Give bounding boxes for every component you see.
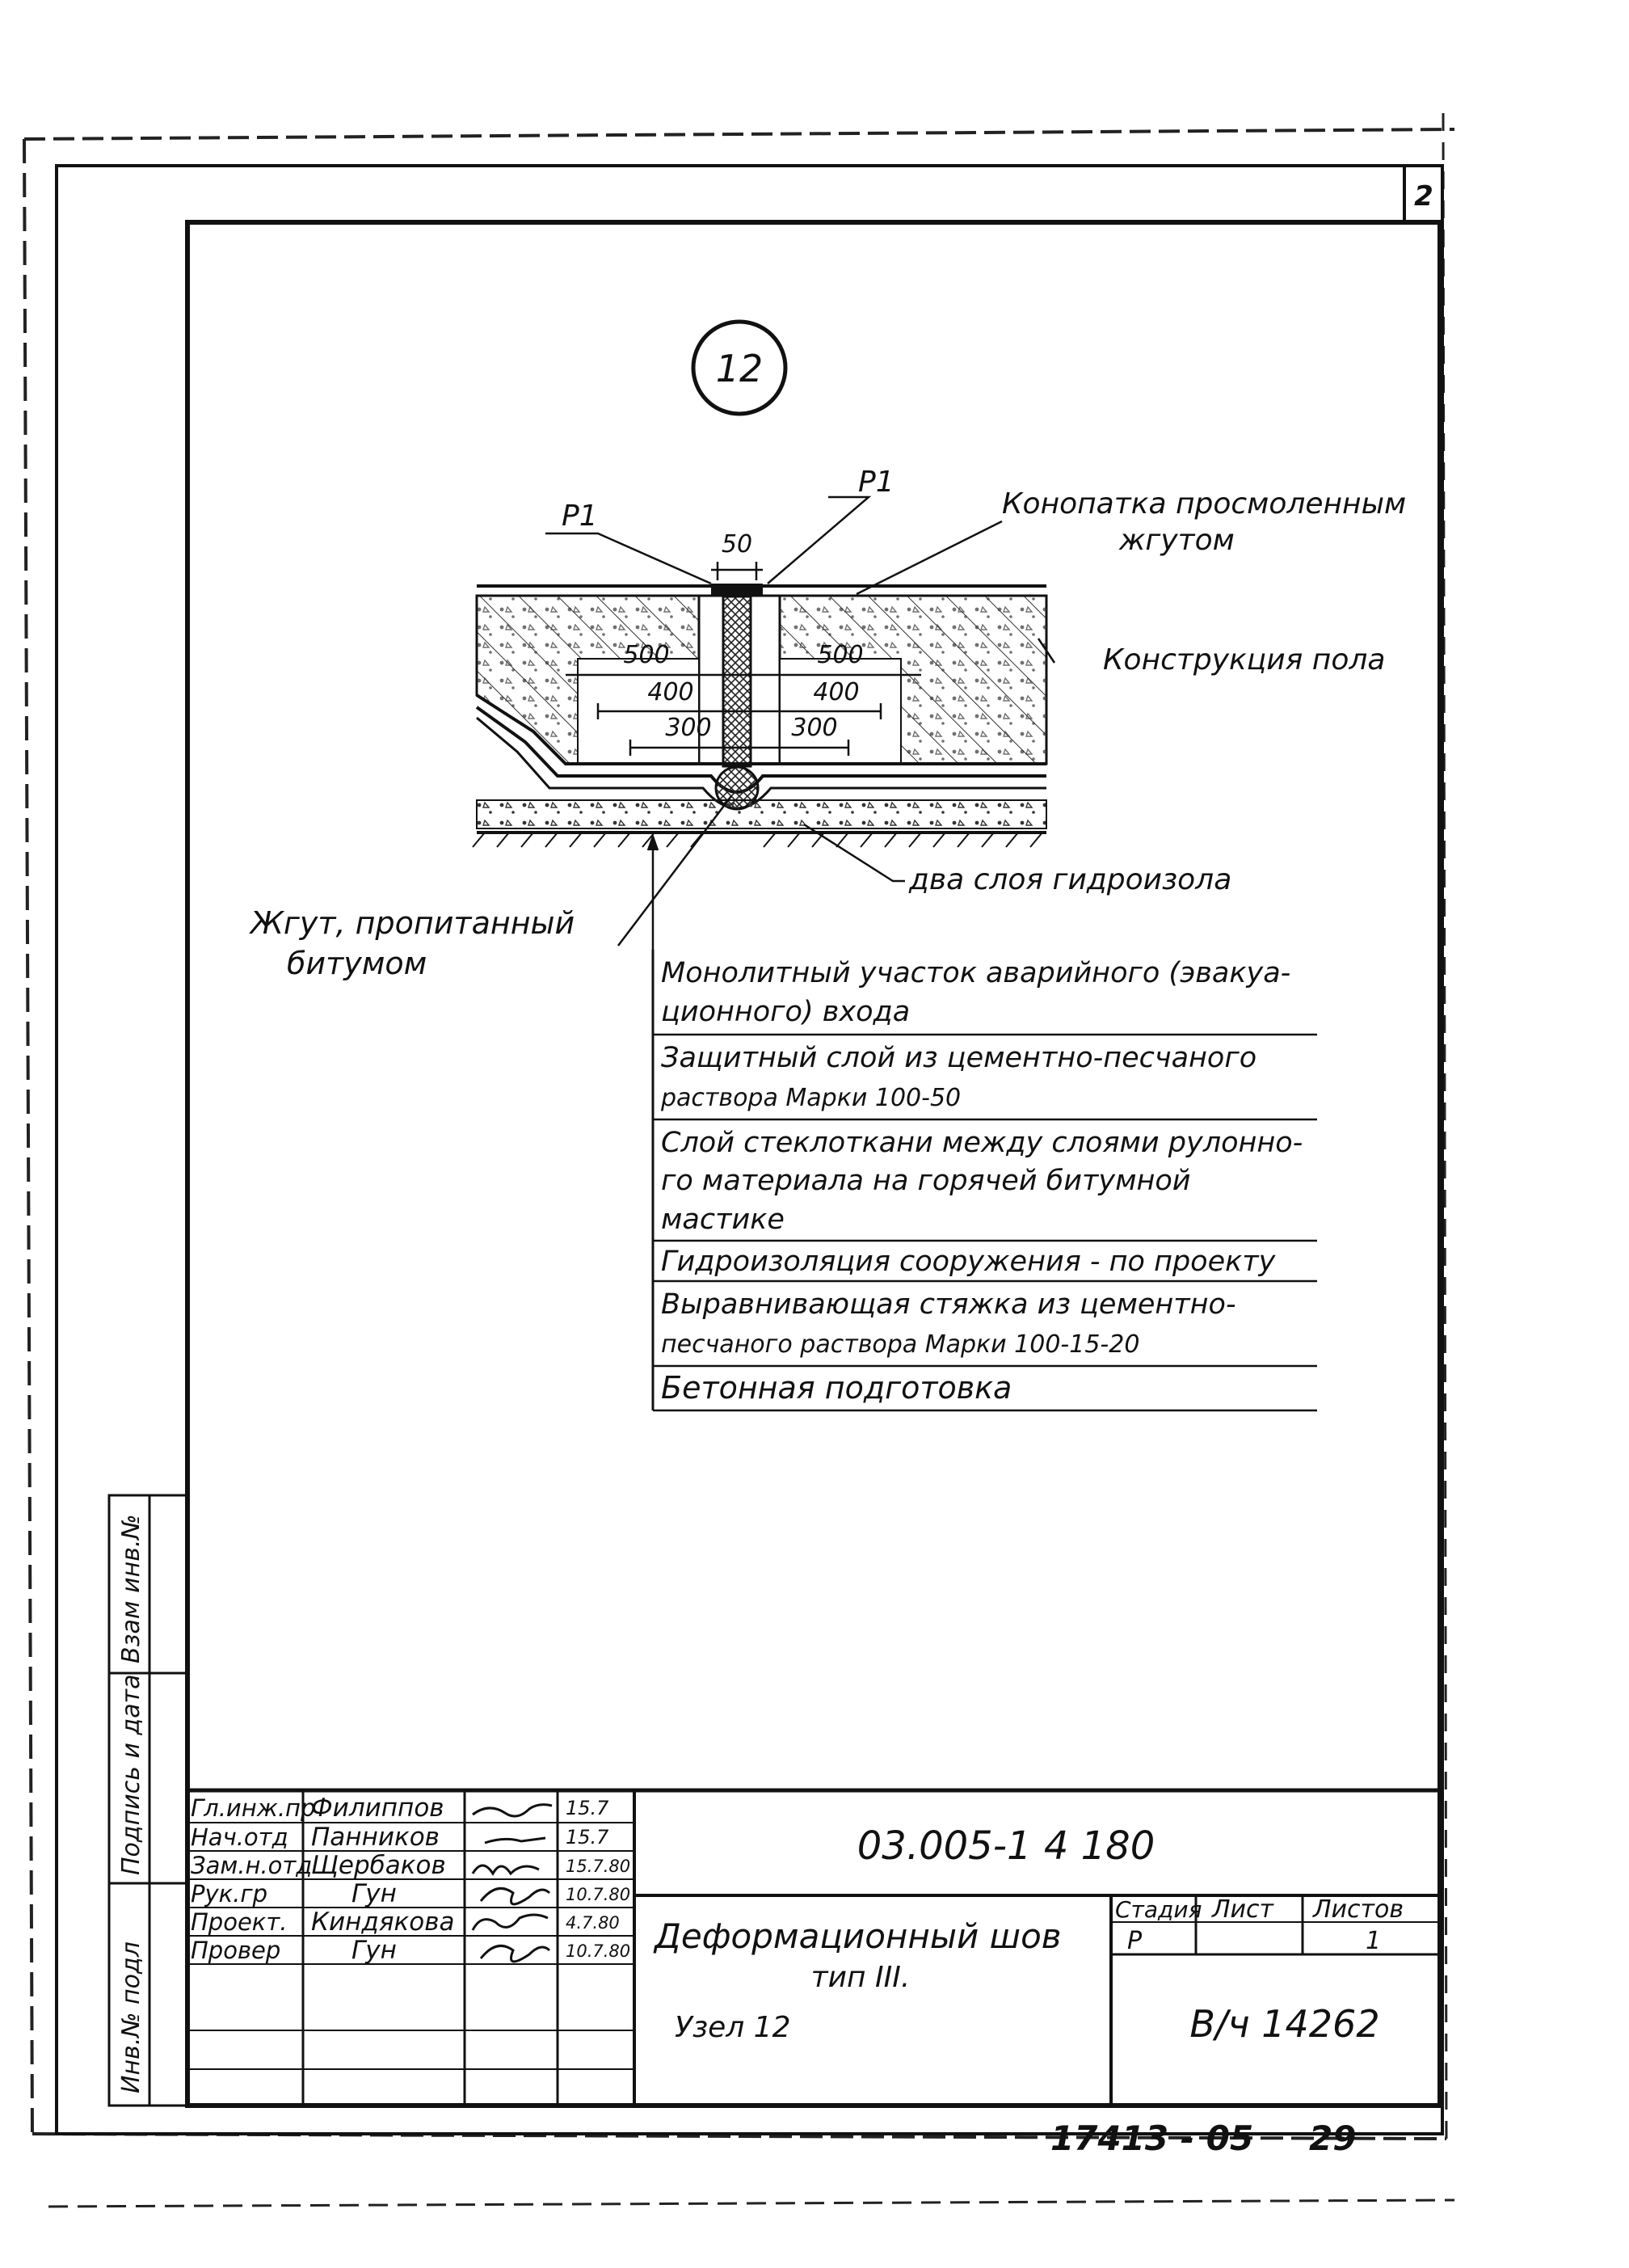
date-1: 15.7 bbox=[566, 1797, 609, 1819]
label-two-layer-waterproof: два слоя гидроизола bbox=[909, 863, 1232, 896]
label-p1-right: Р1 bbox=[858, 466, 894, 499]
drawing-title-1: Деформационный шов bbox=[655, 1916, 1062, 1956]
date-5: 4.7.80 bbox=[566, 1913, 620, 1933]
layer-2-line-2: раствора Марки 100-50 bbox=[661, 1084, 962, 1112]
label-floor-construction: Конструкция пола bbox=[1103, 643, 1386, 677]
label-caulking-1: Конопатка просмоленным bbox=[1002, 487, 1407, 521]
dim-300-left: 300 bbox=[665, 714, 712, 742]
role-1: Гл.инж.пр bbox=[191, 1794, 316, 1822]
side-stamp bbox=[109, 1495, 187, 2106]
dim-400-right: 400 bbox=[813, 678, 860, 706]
layer-5-line-1: Выравнивающая стяжка из цементно- bbox=[661, 1288, 1236, 1321]
name-3: Щербаков bbox=[311, 1851, 446, 1880]
layer-2-line-1: Защитный слой из цементно-песчаного bbox=[661, 1042, 1257, 1074]
sheet-header: Лист bbox=[1212, 1895, 1274, 1924]
stage-header: Стадия bbox=[1115, 1896, 1202, 1923]
name-1: Филиппов bbox=[311, 1794, 444, 1823]
layer-6-line-1: Бетонная подготовка bbox=[661, 1370, 1012, 1406]
role-4: Рук.гр bbox=[191, 1880, 268, 1908]
footer-page: 29 bbox=[1309, 2118, 1357, 2158]
date-4: 10.7.80 bbox=[566, 1885, 631, 1904]
layer-4-line-1: Гидроизоляция сооружения - по проекту bbox=[661, 1246, 1276, 1278]
role-6: Провер bbox=[191, 1937, 281, 1964]
layer-3-line-1: Слой стеклоткани между слоями рулонно- bbox=[661, 1127, 1303, 1159]
side-stamp-vzam-inv: Взам инв.№ bbox=[117, 1514, 145, 1663]
node-marker-number: 12 bbox=[715, 347, 764, 390]
dim-500-right: 500 bbox=[817, 641, 864, 669]
label-p1-left: Р1 bbox=[562, 500, 598, 533]
name-5: Киндякова bbox=[311, 1908, 455, 1937]
side-stamp-signature-date: Подпись и дата bbox=[117, 1674, 145, 1875]
name-2: Панников bbox=[311, 1823, 440, 1852]
role-5: Проект. bbox=[191, 1908, 288, 1936]
role-2: Нач.отд bbox=[191, 1823, 288, 1851]
layer-legend bbox=[653, 950, 1317, 1410]
name-6: Гун bbox=[351, 1936, 397, 1965]
dim-400-left: 400 bbox=[647, 678, 694, 706]
layer-3-line-3: мастике bbox=[661, 1204, 785, 1236]
joint-section bbox=[473, 562, 1046, 847]
sheets-value: 1 bbox=[1366, 1927, 1382, 1955]
label-caulking-2: жгутом bbox=[1119, 524, 1235, 557]
layer-1-line-1: Монолитный участок аварийного (эвакуа- bbox=[661, 957, 1291, 989]
footer-code: 17413 - 05 bbox=[1050, 2118, 1254, 2158]
side-stamp-inv-podl: Инв.№ подл bbox=[117, 1941, 145, 2093]
role-3: Зам.н.отд bbox=[191, 1852, 313, 1879]
document-code: 03.005-1 4 180 bbox=[857, 1823, 1155, 1869]
label-bundle-1: Жгут, пропитанный bbox=[250, 905, 575, 941]
stage-value: Р bbox=[1127, 1927, 1143, 1955]
name-4: Гун bbox=[351, 1879, 397, 1908]
sheet-corner-number: 2 bbox=[1414, 180, 1433, 213]
label-bundle-2: битумом bbox=[287, 946, 427, 981]
title-block bbox=[187, 1790, 1440, 2106]
layer-3-line-2: го материала на горячей битумной bbox=[661, 1165, 1191, 1197]
sheets-header: Листов bbox=[1313, 1895, 1404, 1924]
dim-50: 50 bbox=[721, 530, 753, 559]
layer-1-line-2: ционного) входа bbox=[661, 996, 911, 1028]
drawing-node: Узел 12 bbox=[675, 2011, 791, 2044]
dim-500-left: 500 bbox=[623, 641, 670, 669]
dim-300-right: 300 bbox=[791, 714, 838, 742]
layer-5-line-2: песчаного раствора Марки 100-15-20 bbox=[661, 1330, 1140, 1359]
organization: В/ч 14262 bbox=[1189, 2002, 1380, 2046]
signatures bbox=[473, 1805, 552, 1962]
date-3: 15.7.80 bbox=[566, 1857, 631, 1876]
drawing-title-2: тип III. bbox=[810, 1961, 911, 1994]
date-2: 15.7 bbox=[566, 1826, 609, 1849]
date-6: 10.7.80 bbox=[566, 1941, 631, 1961]
